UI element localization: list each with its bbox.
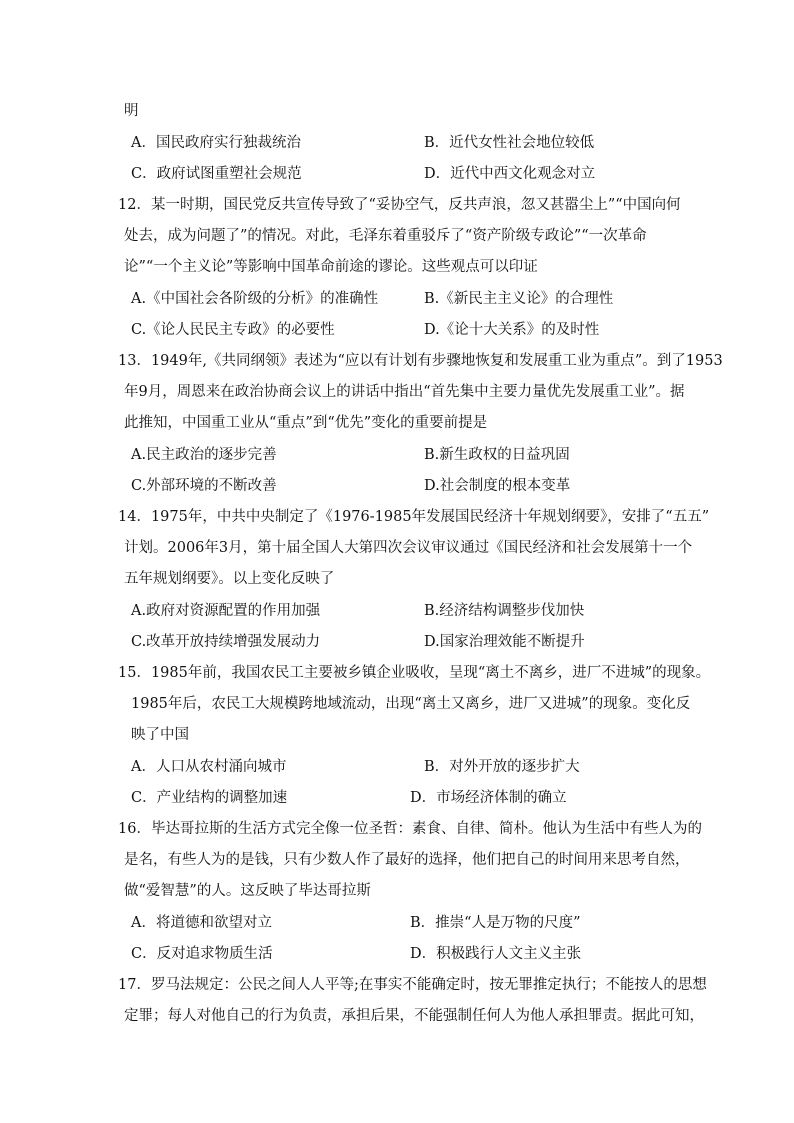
q15-option-b: B．对外开放的逐步扩大 bbox=[424, 759, 580, 775]
q13-option-a: A.民主政治的逐步完善 bbox=[131, 447, 277, 463]
q13-option-c: C.外部环境的不断改善 bbox=[131, 478, 277, 494]
q11-option-d: D．近代中西文化观念对立 bbox=[424, 166, 596, 182]
q12-option-b: B.《新民主主义论》的合理性 bbox=[424, 291, 614, 307]
q16-stem-line-2: 是名，有些人为的是钱，只有少数人作了最好的选择，他们把自己的时间用来思考自然， bbox=[124, 852, 690, 868]
q14-option-a: A.政府对资源配置的作用加强 bbox=[131, 603, 321, 619]
q14-stem-line-3: 五年规划纲要》。以上变化反映了 bbox=[124, 571, 335, 587]
q17-stem-line-2: 定罪；每人对他自己的行为负责，承担后果，不能强制任何人为他人承担罪责。据此可知， bbox=[124, 1008, 704, 1024]
q15-stem-line-1: 15．1985年前，我国农民工主要被乡镇企业吸收，呈现“离土不离乡，进厂不进城”的现象。 bbox=[118, 665, 711, 681]
q11-stem-tail: 明 bbox=[124, 103, 139, 119]
q12-stem-line-1: 12．某一时期，国民党反共宣传导致了“妥协空气，反共声浪，忽又甚嚣尘上”“中国向何 bbox=[118, 197, 681, 213]
q16-stem-line-1: 16．毕达哥拉斯的生活方式完全像一位圣哲：素食、自律、简朴。他认为生活中有些人为的 bbox=[118, 821, 702, 837]
q15-option-d: D．市场经济体制的确立 bbox=[410, 790, 567, 806]
q14-option-c: C.改革开放持续增强发展动力 bbox=[131, 634, 321, 650]
q14-stem-line-1: 14．1975年，中共中央制定了《1976-1985年发展国民经济十年规划纲要》，安排了“五五” bbox=[118, 509, 710, 525]
q12-option-a: A.《中国社会各阶级的分析》的准确性 bbox=[131, 291, 379, 307]
q15-option-a: A．人口从农村涌向城市 bbox=[131, 759, 287, 775]
q16-option-a: A．将道德和欲望对立 bbox=[131, 915, 272, 931]
q17-stem-line-1: 17．罗马法规定：公民之间人人平等;在事实不能确定时，按无罪推定执行；不能按人的思想 bbox=[118, 977, 707, 993]
q13-option-d: D.社会制度的根本变革 bbox=[424, 478, 571, 494]
q12-stem-line-2: 处去，成为问题了”的情况。对此，毛泽东着重驳斥了“资产阶级专政论”“一次革命 bbox=[124, 228, 647, 244]
q12-option-d: D.《论十大关系》的及时性 bbox=[424, 322, 600, 338]
q12-stem-line-3: 论”“一个主义论”等影响中国革命前途的谬论。这些观点可以印证 bbox=[124, 259, 538, 275]
q14-stem-line-2: 计划。2006年3月，第十届全国人大第四次会议审议通过《国民经济和社会发展第十一个 bbox=[124, 540, 693, 556]
q11-option-c: C．政府试图重塑社会规范 bbox=[131, 166, 302, 182]
q13-option-b: B.新生政权的日益巩固 bbox=[424, 447, 570, 463]
q16-option-c: C．反对追求物质生活 bbox=[131, 946, 273, 962]
q13-stem-line-2: 年9月，周恩来在政治协商会议上的讲话中指出“首先集中主要力量优先发展重工业”。据 bbox=[124, 384, 685, 400]
q14-option-d: D.国家治理效能不断提升 bbox=[424, 634, 585, 650]
q13-stem-line-3: 此推知，中国重工业从“重点”到“优先”变化的重要前提是 bbox=[124, 415, 488, 431]
q16-option-b: B．推崇“人是万物的尺度” bbox=[410, 915, 581, 931]
q12-option-c: C.《论人民民主专政》的必要性 bbox=[131, 322, 335, 338]
q16-option-d: D．积极践行人文主义主张 bbox=[410, 946, 582, 962]
q11-option-a: A．国民政府实行独裁统治 bbox=[131, 135, 301, 151]
q13-stem-line-1: 13．1949年,《共同纲领》表述为“应以有计划有步骤地恢复和发展重工业为重点”。到了1953 bbox=[118, 353, 723, 369]
q15-stem-line-2: 1985年后，农民工大规模跨地域流动，出现“离土又离乡，进厂又进城”的现象。变化反 bbox=[131, 696, 691, 712]
q15-option-c: C．产业结构的调整加速 bbox=[131, 790, 288, 806]
q11-option-b: B．近代女性社会地位较低 bbox=[424, 135, 595, 151]
q14-option-b: B.经济结构调整步伐加快 bbox=[424, 603, 585, 619]
q15-stem-line-3: 映了中国 bbox=[131, 727, 189, 743]
q16-stem-line-3: 做“爱智慧”的人。这反映了毕达哥拉斯 bbox=[124, 883, 371, 899]
